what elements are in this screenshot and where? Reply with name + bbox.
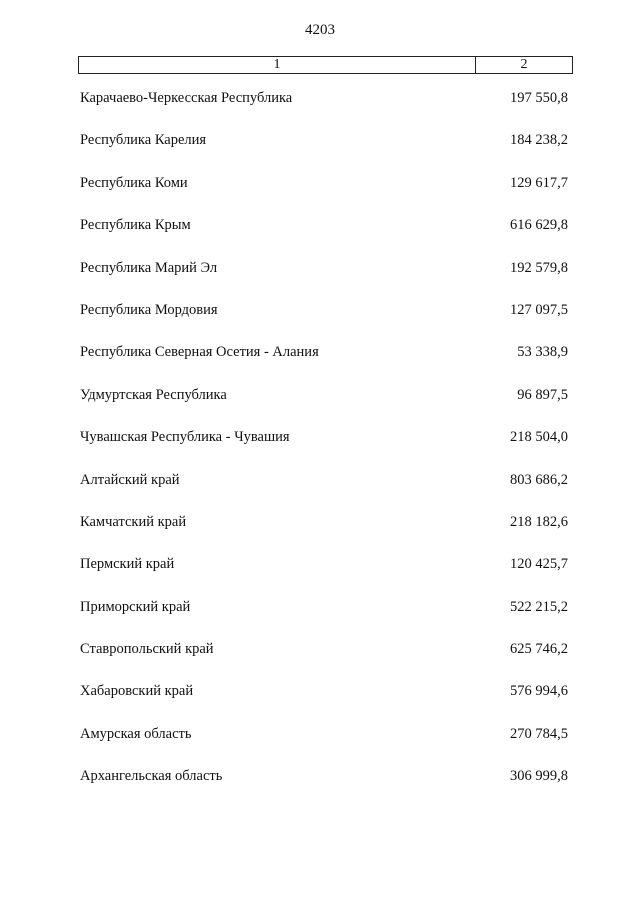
region-value: 576 994,6 — [510, 683, 568, 700]
region-value: 625 746,2 — [510, 641, 568, 658]
region-name: Архангельская область — [80, 768, 223, 785]
region-name: Удмуртская Республика — [80, 386, 227, 403]
table-row — [78, 90, 568, 132]
region-value: 218 182,6 — [510, 513, 568, 530]
region-name: Камчатский край — [80, 513, 187, 530]
region-name: Карачаево-Черкесская Республика — [80, 90, 293, 106]
table-row — [78, 514, 568, 556]
region-value: 120 425,7 — [510, 556, 568, 573]
region-name: Пермский край — [80, 556, 175, 573]
table-body — [78, 90, 568, 811]
region-name: Республика Мордовия — [80, 301, 218, 318]
region-value: 53 338,9 — [517, 344, 568, 361]
table-row — [78, 260, 568, 302]
region-value: 184 238,2 — [510, 132, 568, 149]
region-name: Приморский край — [80, 598, 191, 615]
column-header-1: 1 — [79, 57, 476, 73]
table-row — [78, 302, 568, 344]
region-name: Алтайский край — [80, 471, 180, 488]
region-name: Республика Карелия — [80, 132, 207, 149]
table-row — [78, 768, 568, 810]
region-name: Республика Марий Эл — [80, 259, 218, 276]
table-row — [78, 217, 568, 259]
region-name: Республика Коми — [80, 174, 188, 191]
table-row — [78, 556, 568, 598]
region-name: Хабаровский край — [80, 683, 194, 700]
region-name: Амурская область — [80, 725, 192, 742]
region-value: 129 617,7 — [510, 174, 568, 191]
table-row — [78, 599, 568, 641]
region-name: Республика Северная Осетия - Алания — [80, 344, 319, 361]
column-header-2: 2 — [520, 57, 528, 72]
region-value: 96 897,5 — [517, 386, 568, 403]
region-name: Чувашская Республика - Чувашия — [80, 429, 290, 446]
table-row — [78, 641, 568, 683]
region-value: 192 579,8 — [510, 259, 568, 276]
table-row — [78, 175, 568, 217]
table-header — [78, 56, 573, 74]
table-row — [78, 683, 568, 725]
table-row — [78, 472, 568, 514]
table-row — [78, 387, 568, 429]
region-value: 803 686,2 — [510, 471, 568, 488]
table-row — [78, 132, 568, 174]
region-value: 127 097,5 — [510, 301, 568, 318]
region-value: 218 504,0 — [510, 429, 568, 446]
region-value: 197 550,8 — [510, 90, 568, 106]
region-value: 616 629,8 — [510, 217, 568, 234]
region-value: 306 999,8 — [510, 768, 568, 785]
table-row — [78, 429, 568, 471]
region-value: 522 215,2 — [510, 598, 568, 615]
table-row — [78, 726, 568, 768]
region-name: Ставропольский край — [80, 641, 214, 658]
page-number: 4203 — [305, 22, 335, 38]
region-value: 270 784,5 — [510, 725, 568, 742]
region-name: Республика Крым — [80, 217, 191, 234]
table-row — [78, 344, 568, 386]
